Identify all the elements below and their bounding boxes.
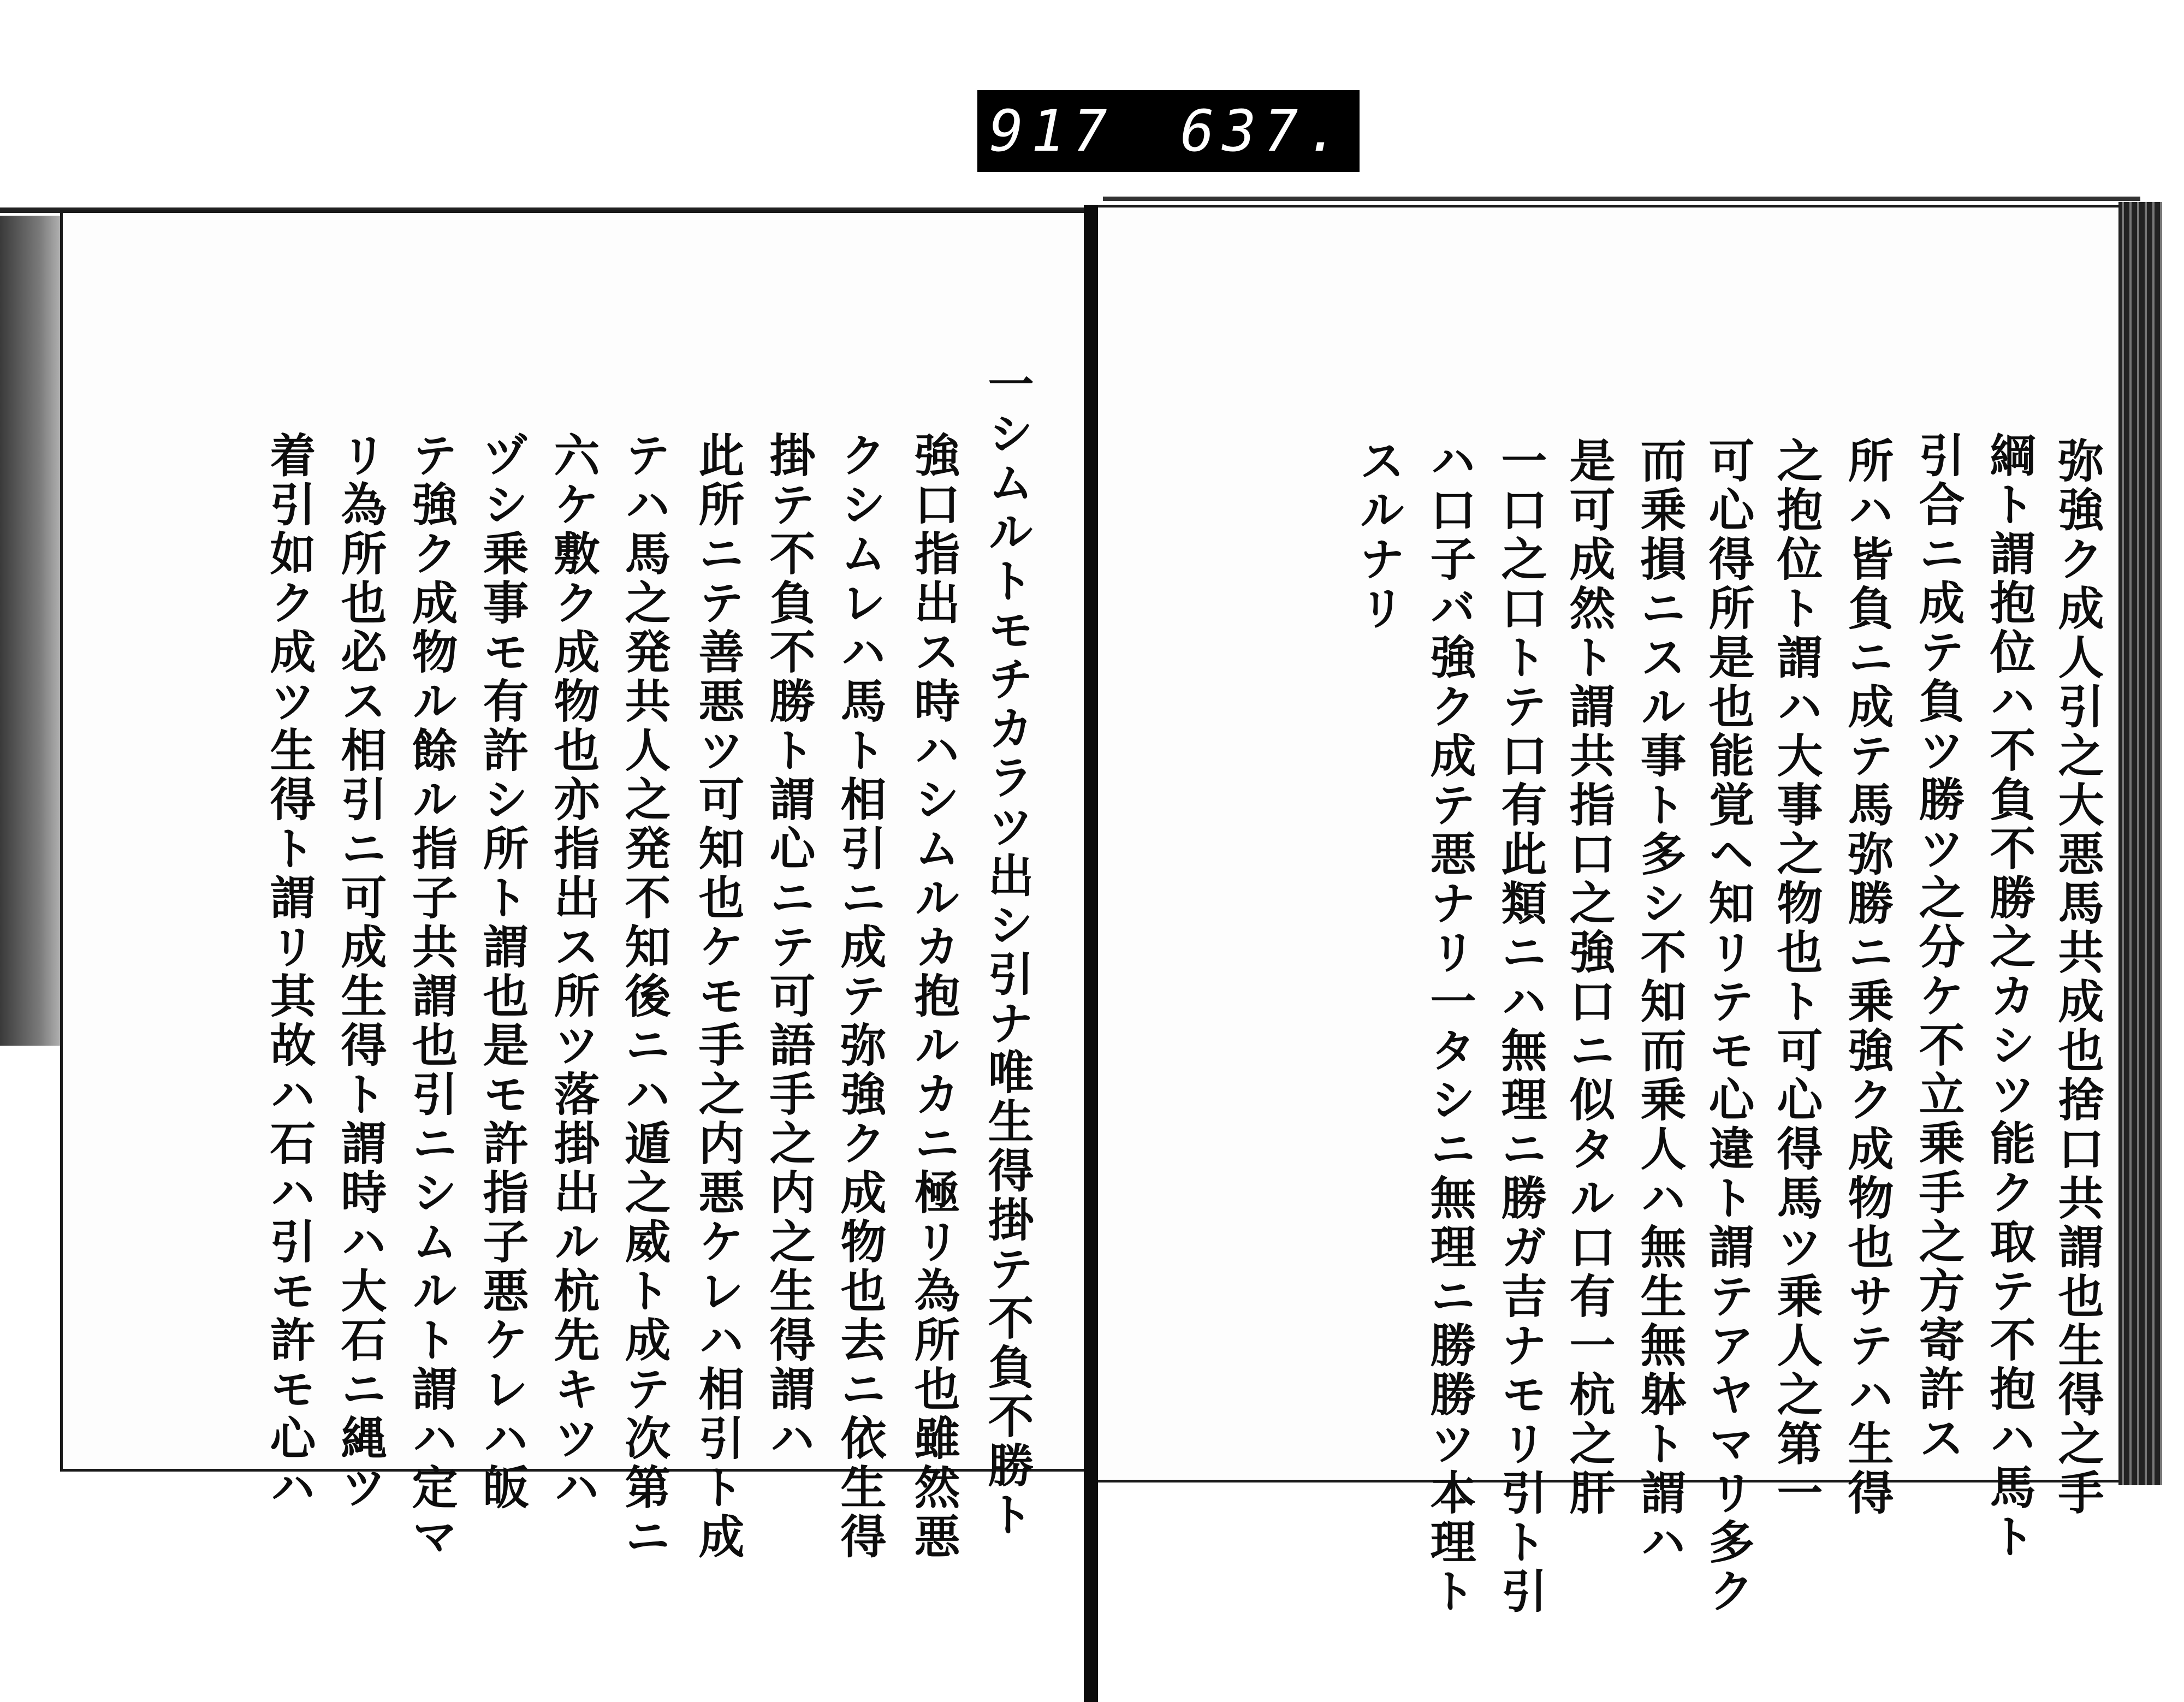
left-page-column-8: ヅシ乗事モ有許シ所ト謂也是モ許指子悪ケレハ皈 [476,431,530,1513]
left-page-column-11: 着引如ク成ツ生得ト謂リ其故ハ石ハ引モ許モ心ハ [263,431,317,1513]
right-page-column-6: 可心得所是也能覚ヘ知リテモ心違ト謂テアヤマリ多ク [1701,437,1755,1616]
right-page-column-9: 一口之口トテ口有此類ニハ無理ニ勝ガ吉ナモリ引ト引 [1494,437,1548,1616]
right-page-column-2: 綱ト謂抱位ハ不負不勝之カシツ能ク取テ不抱ハ馬ト [1983,431,2037,1562]
left-page-column-9: テ強ク成物ル餘ル指子共謂也引ニシムルト謂ハ定マ [405,431,459,1562]
left-page-column-5: 此所ニテ善悪ツ可知也ケモ手之内悪ケレハ相引ト成 [691,431,745,1562]
book-gutter [1084,205,1098,1702]
left-page-column-2: 強口指出ス時ハシムルカ抱ルカニ極リ為所也雖然悪 [907,431,961,1562]
catalog-number-right: 637. [1180,98,1348,164]
left-page-column-3: クシムレハ馬ト相引ニ成テ弥強ク成物也去ニ依生得 [833,431,887,1562]
right-page-column-5: 之抱位ト謂ハ大事之物也ト可心得馬ツ乗人之第一 [1770,437,1824,1518]
right-page-column-3: 引合ニ成テ負ツ勝ツ之分ケ不立乗手之方寄許ス [1912,431,1966,1463]
right-page-column-1: 弥強ク成人引之大悪馬共成也捨口共謂也生得之手 [2051,437,2105,1518]
catalog-label [977,90,1360,172]
right-page-column-11: スルナリ [1352,437,1406,633]
left-page-column-7: 六ケ敷ク成物也亦指出ス所ツ落掛出ル杭先キツハ [547,431,601,1513]
left-page-column-1: 一シムルトモチカラツ出シ引ナ唯生得掛テ不負不勝ト [981,360,1035,1540]
right-page-column-8: 是可成然ト謂共指口之強口ニ似タル口有一杭之肝 [1562,437,1616,1518]
left-page-column-10: リ為所也必ス相引ニ可成生得ト謂時ハ大石ニ縄ツ [334,431,388,1513]
page-edge-shadow [0,216,66,1046]
left-page-column-4: 掛テ不負不勝ト謂心ニテ可語手之内之生得謂ハ [762,431,816,1463]
book-fore-edge [2118,202,2162,1485]
top-rule-right [1103,197,2140,201]
right-page-column-4: 所ハ皆負ニ成テ馬弥勝ニ乗強ク成物也サテハ生得 [1841,437,1895,1518]
catalog-number-left: 917 [989,98,1115,164]
left-page-column-6: テハ馬之発共人之発不知後ニハ遁之威ト成テ次第ニ [618,431,672,1562]
right-page-column-7: 而乗損ニスル事ト多シ不知而乗人ハ無生無躰ト謂ハ [1633,437,1687,1567]
right-page-column-10: ハ口子バ強ク成テ悪ナリ一タシニ無理ニ勝勝ツ本理ト [1423,437,1477,1616]
